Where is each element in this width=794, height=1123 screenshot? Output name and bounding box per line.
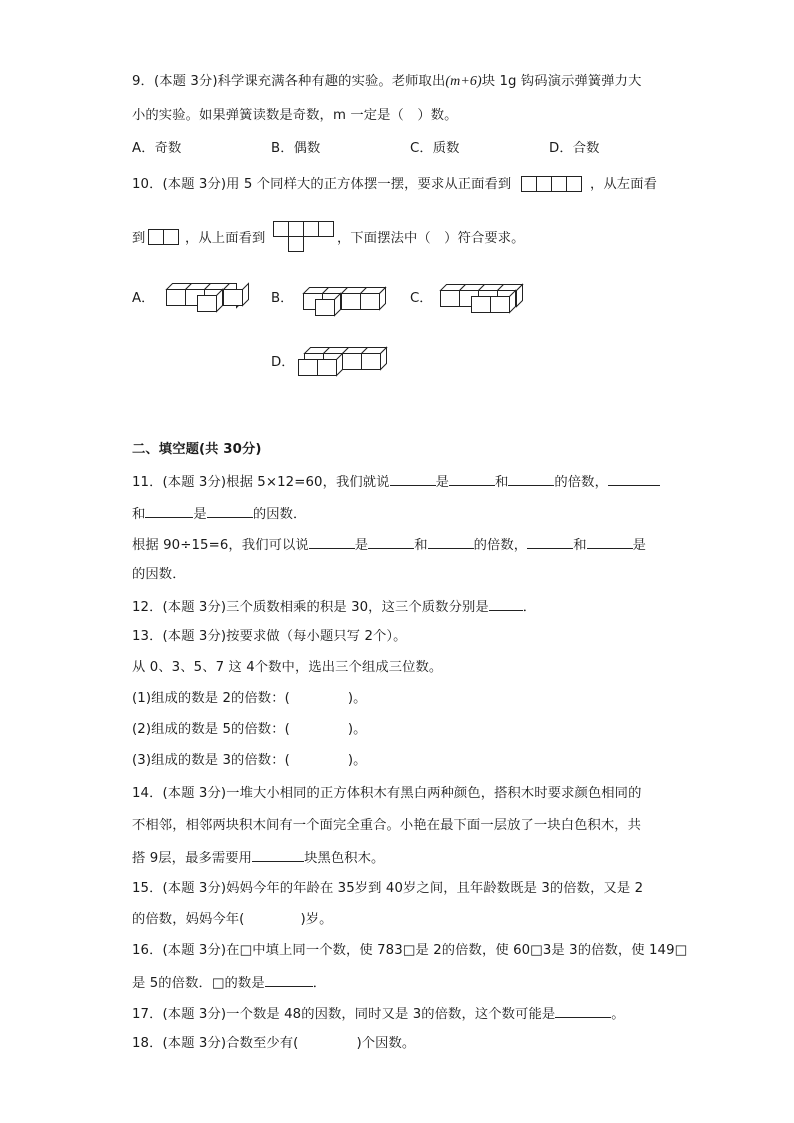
q11-text: 是: [193, 507, 207, 522]
q11-blank-2[interactable]: [449, 472, 495, 486]
q14-line2: 不相邻，相邻两块积木间有一个面完全重合。小艳在最下面一层放了一块白色积木，共: [132, 818, 642, 833]
q10-line2a: 到: [132, 231, 146, 246]
q13-item-label: (3)组成的数是 3的倍数：(: [132, 753, 290, 768]
q13-intro: 从 0、3、5、7 这 4个数中，选出三个组成三位数。: [132, 660, 443, 675]
q13-item-end: )。: [347, 753, 367, 768]
q15-line2: [132, 911, 333, 929]
q11-blank-10[interactable]: [527, 535, 573, 549]
q11-text: 根据 90÷15=6，我们可以说: [132, 538, 309, 553]
q13-item-3: [132, 752, 367, 770]
q14-blank[interactable]: [252, 848, 304, 862]
q17-text: 17．(本题 3分)一个数是 48的因数，同时又是 3的倍数，这个数可能是: [132, 1007, 556, 1022]
q13-item-label: (1)组成的数是 2的倍数：(: [132, 691, 290, 706]
q10-line2c: ，下面摆法中（ ）符合要求。: [337, 231, 525, 246]
q9-option-d: D．合数: [549, 141, 600, 156]
q10-option-a-figure: [166, 283, 246, 313]
q11-text: 是: [435, 475, 449, 490]
q13-item-label: (2)组成的数是 5的倍数：(: [132, 722, 290, 737]
q14-text: 搭 9层，最多需要用: [132, 851, 253, 866]
q9-text-a: 9．(本题 3分)科学课充满各种有趣的实验。老师取出: [132, 74, 446, 89]
q9-line2: 小的实验。如果弹簧读数是奇数，m 一定是（ ）数。: [132, 108, 458, 123]
q10-option-c-figure: [440, 284, 522, 316]
q13-title: 13．(本题 3分)按要求做（每小题只写 2个）。: [132, 629, 407, 644]
q11-blank-8[interactable]: [368, 535, 414, 549]
q14-text: 块黑色积木。: [304, 851, 385, 866]
q10-option-d-figure: [298, 347, 388, 379]
q11-text: 是: [632, 538, 647, 553]
q10-option-a-label: A．: [132, 291, 155, 306]
q13-item-1: [132, 690, 367, 708]
q16-line2: [132, 973, 326, 993]
section-2-heading: 二、填空题(共 30分): [132, 442, 262, 457]
q11-blank-4[interactable]: [608, 472, 660, 486]
q10-line1: [132, 176, 511, 194]
q10-left-view-figure: [148, 229, 182, 247]
q10-line2b: ，从上面看到: [185, 231, 266, 246]
q11-line4: 的因数．: [132, 567, 186, 582]
q11-blank-1[interactable]: [390, 472, 436, 486]
q15-line1: 15．(本题 3分)妈妈今年的年龄在 35岁到 40岁之间，且年龄数既是 3的倍数，又是 2: [132, 881, 644, 896]
q11-text: 和: [414, 538, 428, 553]
q11-text: 是: [354, 538, 369, 553]
q10-line1-tail: ，从左面看: [590, 177, 657, 192]
q11-blank-11[interactable]: [587, 535, 633, 549]
q10-text-a: 10．(本题 3分)用 5 个同样大的正方体摆一摆，要求从正面看到: [132, 177, 512, 192]
q14-line3: [132, 848, 384, 868]
q10-top-view-figure: [273, 221, 335, 255]
q9-option-c: C．质数: [410, 141, 460, 156]
q17-line: [132, 1004, 625, 1024]
q12-blank[interactable]: [489, 597, 523, 611]
q17-text: 。: [611, 1007, 625, 1022]
q10-option-c-label: C．: [410, 291, 433, 306]
q11-blank-9[interactable]: [428, 535, 474, 549]
q13-item-end: )。: [347, 691, 367, 706]
q18-text: 18．(本题 3分)合数至少有(: [132, 1036, 299, 1051]
q13-item-2: [132, 721, 367, 739]
q11-blank-5[interactable]: [145, 504, 193, 518]
q9-math: (m+6): [445, 74, 482, 89]
q11-blank-7[interactable]: [309, 535, 355, 549]
q17-blank[interactable]: [555, 1004, 611, 1018]
q9-text-b: 块 1g 钩码演示弹簧弹力大: [481, 74, 642, 89]
q9-option-b: B．偶数: [271, 141, 321, 156]
q12-text: ．: [522, 600, 537, 615]
q16-line1: 16．(本题 3分)在□中填上同一个数，使 783□是 2的倍数，使 60□3是 3的倍数，使 149□: [132, 943, 688, 958]
q18-line: [132, 1035, 415, 1053]
q16-blank[interactable]: [265, 973, 313, 987]
q9-option-a: A．奇数: [132, 141, 182, 156]
q11-line2: [132, 504, 306, 524]
q15-text: )岁。: [300, 912, 333, 927]
q12-text: 12．(本题 3分)三个质数相乘的积是 30，这三个质数分别是: [132, 600, 489, 615]
q13-item-end: )。: [347, 722, 367, 737]
q9-line1: [132, 73, 641, 91]
q11-text: 11．(本题 3分)根据 5×12=60，我们就说: [132, 475, 390, 490]
q11-text: 的倍数，: [473, 538, 528, 553]
q16-text: 是 5的倍数．□的数是: [132, 976, 265, 991]
q10-option-b-label: B．: [271, 291, 294, 306]
q11-text: 的因数．: [252, 507, 307, 522]
q10-front-view-figure: [521, 176, 583, 194]
q11-line1: [132, 472, 660, 492]
q15-text: 的倍数，妈妈今年(: [132, 912, 245, 927]
q11-line3: [132, 535, 646, 555]
q11-text: 和: [573, 538, 587, 553]
q14-line1: 14．(本题 3分)一堆大小相同的正方体积木有黑白两种颜色，搭积木时要求颜色相同的: [132, 786, 642, 801]
q10-option-d-label: D．: [271, 355, 295, 370]
q11-text: 和: [494, 475, 509, 490]
q16-text: ．: [312, 976, 327, 991]
q10-option-b-figure: [303, 287, 383, 317]
q11-text: 的倍数，: [554, 475, 608, 490]
q12-line: [132, 597, 536, 617]
q18-text: )个因数。: [356, 1036, 416, 1051]
q11-blank-3[interactable]: [508, 472, 554, 486]
q11-blank-6[interactable]: [207, 504, 253, 518]
q11-text: 和: [132, 507, 146, 522]
